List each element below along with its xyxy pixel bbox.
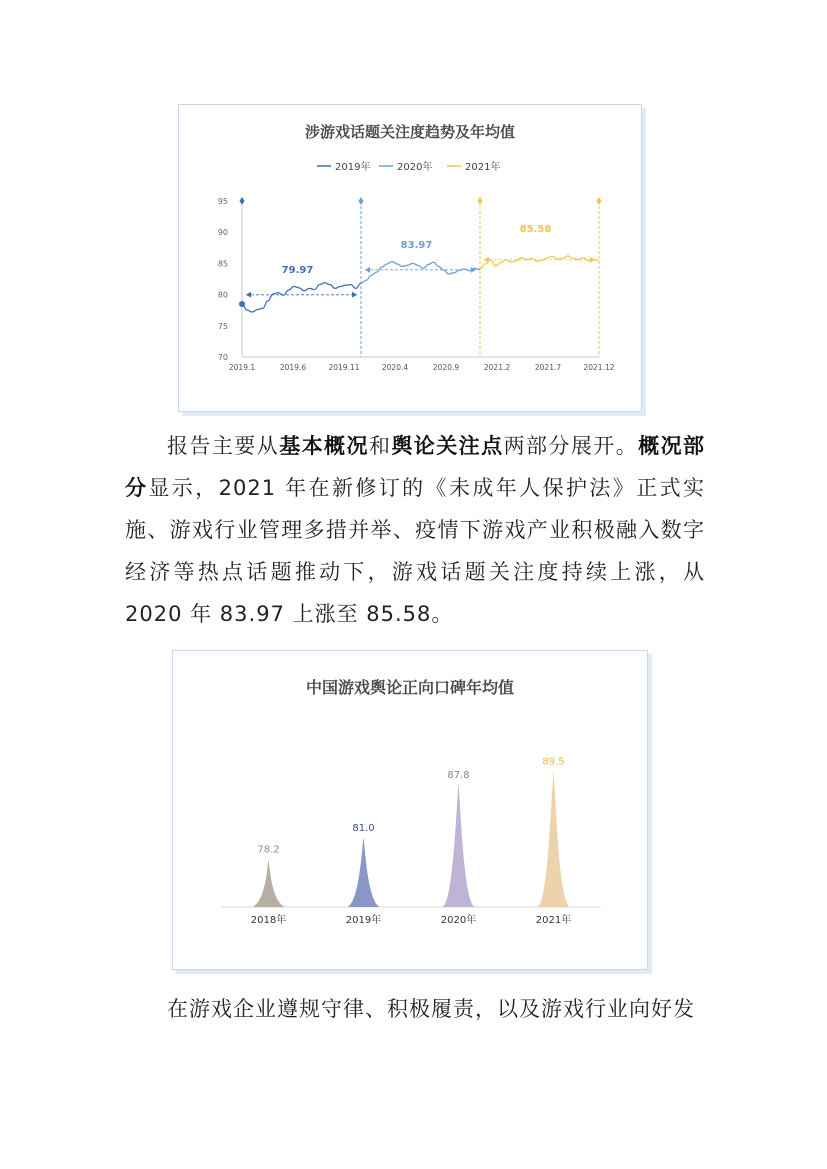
body-paragraph-2 bbox=[125, 988, 705, 1030]
para1-text-1: 报告主要从 bbox=[167, 434, 280, 458]
y-tick-label: 80 bbox=[217, 290, 228, 300]
x-tick-label: 2019.1 bbox=[228, 363, 256, 372]
value-label-3: 89.5 bbox=[542, 756, 565, 768]
para2-text: 在游戏企业遵规守律、积极履责，以及游戏行业向好发 bbox=[167, 997, 695, 1021]
average-label-2: 85.58 bbox=[519, 223, 552, 235]
y-tick-label: 95 bbox=[217, 197, 228, 206]
attention-trend-chart bbox=[179, 105, 641, 411]
series-line-2 bbox=[480, 256, 599, 269]
divider-marker-0 bbox=[240, 197, 245, 205]
para1-bold-1: 基本概况 bbox=[279, 434, 369, 458]
y-tick-label: 70 bbox=[217, 353, 228, 362]
value-label-1: 81.0 bbox=[352, 822, 375, 834]
para1-bold-3: 概况部分 bbox=[125, 434, 706, 500]
para1-text-3: 两部分展开。 bbox=[503, 434, 639, 458]
spike-bar-2 bbox=[443, 784, 475, 907]
x-tick-label: 2021.2 bbox=[483, 363, 511, 372]
series-line-0 bbox=[242, 283, 361, 312]
para1-text-2: 和 bbox=[368, 434, 392, 458]
spike-bar-3 bbox=[538, 771, 570, 908]
average-arrow-left-1 bbox=[365, 267, 370, 273]
legend-label-0: 2019年 bbox=[335, 162, 371, 173]
legend-label-2: 2021年 bbox=[465, 162, 501, 173]
average-arrow-right-0 bbox=[352, 292, 357, 298]
average-label-1: 83.97 bbox=[400, 239, 433, 251]
legend-label-1: 2020年 bbox=[397, 162, 433, 173]
x-tick-label: 2019.11 bbox=[328, 363, 360, 372]
series-start-point bbox=[239, 301, 245, 307]
y-tick-label: 85 bbox=[217, 259, 228, 269]
chart2-title: 中国游戏舆论正向口碑年均值 bbox=[305, 678, 514, 697]
category-label-2: 2020年 bbox=[440, 915, 477, 926]
value-label-0: 78.2 bbox=[257, 844, 280, 856]
spike-bar-1 bbox=[348, 837, 380, 907]
divider-marker-end bbox=[597, 197, 602, 205]
average-arrow-right-2 bbox=[590, 257, 595, 263]
x-tick-label: 2021.12 bbox=[583, 363, 615, 372]
category-label-0: 2018年 bbox=[250, 915, 287, 926]
category-label-3: 2021年 bbox=[535, 915, 572, 926]
x-tick-label: 2020.9 bbox=[432, 363, 460, 372]
x-tick-label: 2020.4 bbox=[381, 363, 409, 372]
y-tick-label: 75 bbox=[217, 321, 228, 331]
divider-marker-1 bbox=[359, 197, 364, 205]
spike-bar-0 bbox=[253, 859, 285, 907]
positive-reputation-chart-card bbox=[172, 650, 648, 970]
attention-trend-chart-card bbox=[178, 104, 642, 412]
value-label-2: 87.8 bbox=[447, 769, 470, 781]
divider-marker-2 bbox=[478, 197, 483, 205]
average-arrow-left-0 bbox=[246, 292, 251, 298]
para1-text-4: 显示，2021 年在新修订的《未成年人保护法》正式实施、游戏行业管理多措并举、疫情下游戏产业积极融入数字经济等热点话题推动下，游戏话题关注度持续上涨，从 2020 年 83.97 上涨至 85.58。 bbox=[125, 476, 705, 626]
positive-reputation-chart bbox=[173, 651, 647, 969]
chart1-title: 涉游戏话题关注度趋势及年均值 bbox=[304, 123, 515, 141]
body-paragraph-1 bbox=[125, 425, 705, 635]
average-label-0: 79.97 bbox=[281, 264, 314, 276]
category-label-1: 2019年 bbox=[345, 915, 382, 926]
average-arrow-left-2 bbox=[484, 257, 489, 263]
para1-bold-2: 舆论关注点 bbox=[391, 434, 504, 458]
x-tick-label: 2019.6 bbox=[279, 363, 307, 372]
average-arrow-right-1 bbox=[471, 267, 476, 273]
y-tick-label: 90 bbox=[217, 228, 228, 238]
series-line-1 bbox=[361, 262, 480, 284]
x-tick-label: 2021.7 bbox=[534, 363, 562, 372]
